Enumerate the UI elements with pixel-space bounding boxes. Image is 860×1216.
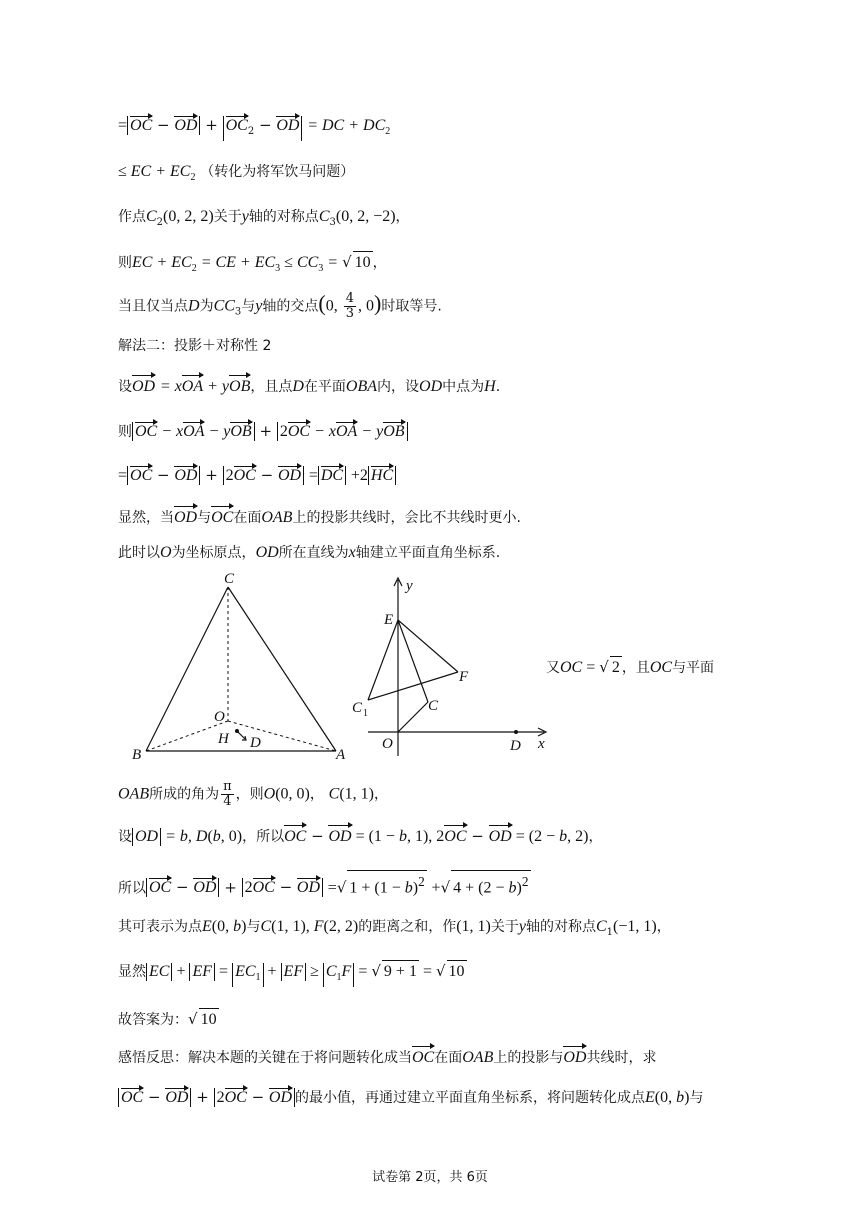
inequality-line: 则EC + $EC_2$ = CE + $EC_3 \le CC_3$ = √ 10 ， [118,253,387,275]
final-inequality: 显然 EC + EF = $EC_1$ + EF ≥ $C_1F$ = √ 9 + 1 = √ 10 [118,960,467,987]
label-C: C [428,698,439,714]
reflection-line-2: OC − OD + 2OC − OD 的最小值，再通过建立平面直角坐标系，将问题转化成点E(0, b)与 [118,1086,703,1109]
axis-label-y: y [406,578,413,594]
label-O: O [214,709,225,725]
setup-line: 设OD = xOA + yOB，且点D在平面OBA内，设OD中点为H. [118,375,500,398]
projection-remark: 显然，当OD与OC在面OAB上的投影共线时，会比不共线时更小. [118,506,521,529]
expression-line-2: = OC − OD + 2OC − OD = DC +2 HC [118,464,396,487]
label-E: E [384,612,394,628]
equality-condition-line: 当且仅当点D为$CC_3$与y轴的交点(0, $\frac{4}{3}$ , 0)时取等号. [118,290,442,321]
label-O2: O [382,736,393,752]
symmetric-point-line: 作点$C_2(0$, 2, 2)关于y轴的对称点$C_3(0$, 2, −2)， [118,208,410,228]
label-C1: C [352,700,363,716]
tetrahedron-figure [118,565,358,765]
coordinate-setup: 此时以O为坐标原点，OD所在直线为x轴建立平面直角坐标系. [118,544,501,561]
label-D: D [250,735,261,751]
side-note: 又OC = √ 2 ，且OC与平面 [546,656,714,679]
label-F: F [459,669,469,685]
axis-label-x: x [538,736,545,752]
page-footer: 试卷第 2页，共 6页 [372,1170,488,1185]
coordinate-figure [348,572,558,760]
label-C: C [224,571,235,587]
equation-line-2: ≤ EC + $EC_2$ （转化为将军饮马问题） [118,163,355,184]
label-C1-sub: 1 [363,708,368,719]
label-H: H [218,731,229,747]
angle-line: OAB所成的角为 $\frac{\pi}{4}$ ，则O(0, 0)， C(1, 1)， [118,779,388,809]
distance-expression: 所以 OC − OD + 2OC − OD =√ $1 + (1 - b)^2$ +√ $4 + (2 - b)^2$ [118,870,531,899]
label-A: A [336,747,346,763]
equation-line-1: = OC − OD + $OC_2$ − OD = DC + $DC_2$ [118,114,390,143]
reflection-line-1: 感悟反思：解决本题的关键在于将问题转化成当OC在面OAB上的投影与OD共线时，求 [118,1046,656,1069]
answer-line: 故答案为：√ 10 [118,1008,219,1031]
geometric-interpretation: 其可表示为点E(0, b)与C(1, 1), F(2, 2)的距离之和，作(1, 1)关于y轴的对称点$C_1(-1$, 1)， [118,918,671,938]
vector-computation: 设 OD = b, D(b, 0)，所以OC − OD = (1 − b, 1), 2OC − OD = (2 − b, 2)， [118,825,602,848]
label-D2: D [510,738,521,754]
label-B: B [132,747,142,763]
expression-line-1: 则 OC − xOA − yOB + 2OC − xOA − yOB [118,420,408,443]
method-two-heading: 解法二：投影＋对称性 2 [118,338,272,354]
